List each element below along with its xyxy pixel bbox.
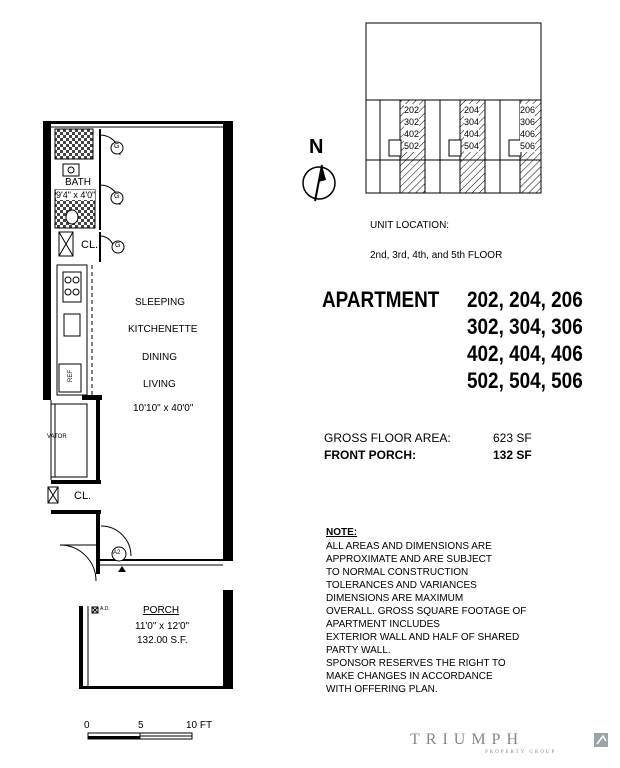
brand-subtitle: PROPERTY GROUP <box>485 750 557 755</box>
key-unit: 202 <box>404 105 420 115</box>
compass-label: N <box>309 136 324 158</box>
room-dimension: 10'10" x 40'0" <box>133 403 194 414</box>
key-unit: 206 <box>520 105 536 115</box>
key-unit: 502 <box>404 141 420 151</box>
scale-five: 5 <box>138 720 144 731</box>
apartment-row: 202, 204, 206 <box>467 287 583 312</box>
note-line: APARTMENT INCLUDES <box>326 619 440 630</box>
front-porch-value: 132 SF <box>493 448 532 462</box>
gross-area-label: GROSS FLOOR AREA: <box>324 431 451 445</box>
door-tags <box>111 142 126 561</box>
note-title: NOTE: <box>326 527 358 538</box>
brand-name: TRIUMPH <box>410 731 525 748</box>
porch <box>92 607 98 613</box>
key-unit: 406 <box>520 129 536 139</box>
room-label-living: LIVING <box>143 379 176 390</box>
triumph-logo-icon <box>594 733 608 747</box>
key-unit: 306 <box>520 117 536 127</box>
tag-g-1: G <box>114 143 120 150</box>
apartment-row: 502, 504, 506 <box>467 368 583 393</box>
vator-label: VATOR <box>47 434 67 440</box>
apartment-row: 402, 404, 406 <box>467 341 583 366</box>
tag-g-2: G <box>114 193 120 200</box>
porch-area: 132.00 S.F. <box>137 635 188 646</box>
room-label-dining: DINING <box>142 352 177 363</box>
note-line: MAKE CHANGES IN ACCORDANCE <box>326 671 493 682</box>
ref-label: REF <box>68 370 74 382</box>
porch-dimension: 11'0" x 12'0" <box>135 621 190 632</box>
note-line: DIMENSIONS ARE MAXIMUM <box>326 593 464 604</box>
note-line: APPROXIMATE AND ARE SUBJECT <box>326 554 492 565</box>
note-line: SPONSOR RESERVES THE RIGHT TO <box>326 658 506 669</box>
kitchen-counter <box>57 265 92 395</box>
ad-label: A.D. <box>100 606 110 612</box>
key-column-2-labels <box>464 104 479 152</box>
note-line: OVERALL. GROSS SQUARE FOOTAGE OF <box>326 606 527 617</box>
note-line: WITH OFFERING PLAN. <box>326 684 438 695</box>
apartment-label: APARTMENT <box>322 287 440 312</box>
note-line: TOLERANCES AND VARIANCES <box>326 580 477 591</box>
key-column-3-labels <box>520 104 535 152</box>
key-column-1-labels <box>404 104 419 152</box>
note-line: PARTY WALL. <box>326 645 391 656</box>
porch-label: PORCH <box>143 605 180 616</box>
tag-g-3: G <box>115 242 121 249</box>
room-label-kitchenette: KITCHENETTE <box>128 324 198 335</box>
closet-label-upper: CL. <box>81 239 99 251</box>
key-unit: 204 <box>464 105 480 115</box>
key-unit: 402 <box>404 129 420 139</box>
note-line: TO NORMAL CONSTRUCTION <box>326 567 469 578</box>
scale-ten: 10 FT <box>186 720 213 731</box>
key-plan <box>366 23 541 193</box>
closet-label-lower: CL. <box>74 490 92 502</box>
key-unit: 506 <box>520 141 536 151</box>
scale-bar <box>88 733 192 739</box>
room-label-sleeping: SLEEPING <box>135 297 186 308</box>
key-unit: 302 <box>404 117 420 127</box>
floors-label: 2nd, 3rd, 4th, and 5th FLOOR <box>370 250 503 261</box>
note-line: EXTERIOR WALL AND HALF OF SHARED <box>326 632 520 643</box>
gross-area-value: 623 SF <box>493 431 532 445</box>
scale-zero: 0 <box>84 720 90 731</box>
bath-dimension: 9'4" x 4'0" <box>56 190 96 200</box>
note-line: ALL AREAS AND DIMENSIONS ARE <box>326 541 492 552</box>
unit-location-label: UNIT LOCATION: <box>370 220 450 231</box>
key-unit: 504 <box>464 141 480 151</box>
key-unit: 304 <box>464 117 480 127</box>
north-arrow-icon <box>303 165 335 201</box>
apartment-row: 302, 304, 306 <box>467 314 583 339</box>
key-unit: 404 <box>464 129 480 139</box>
tag-a2: A2 <box>113 550 121 556</box>
bath-label: BATH <box>65 177 91 188</box>
front-porch-label: FRONT PORCH: <box>324 448 416 462</box>
